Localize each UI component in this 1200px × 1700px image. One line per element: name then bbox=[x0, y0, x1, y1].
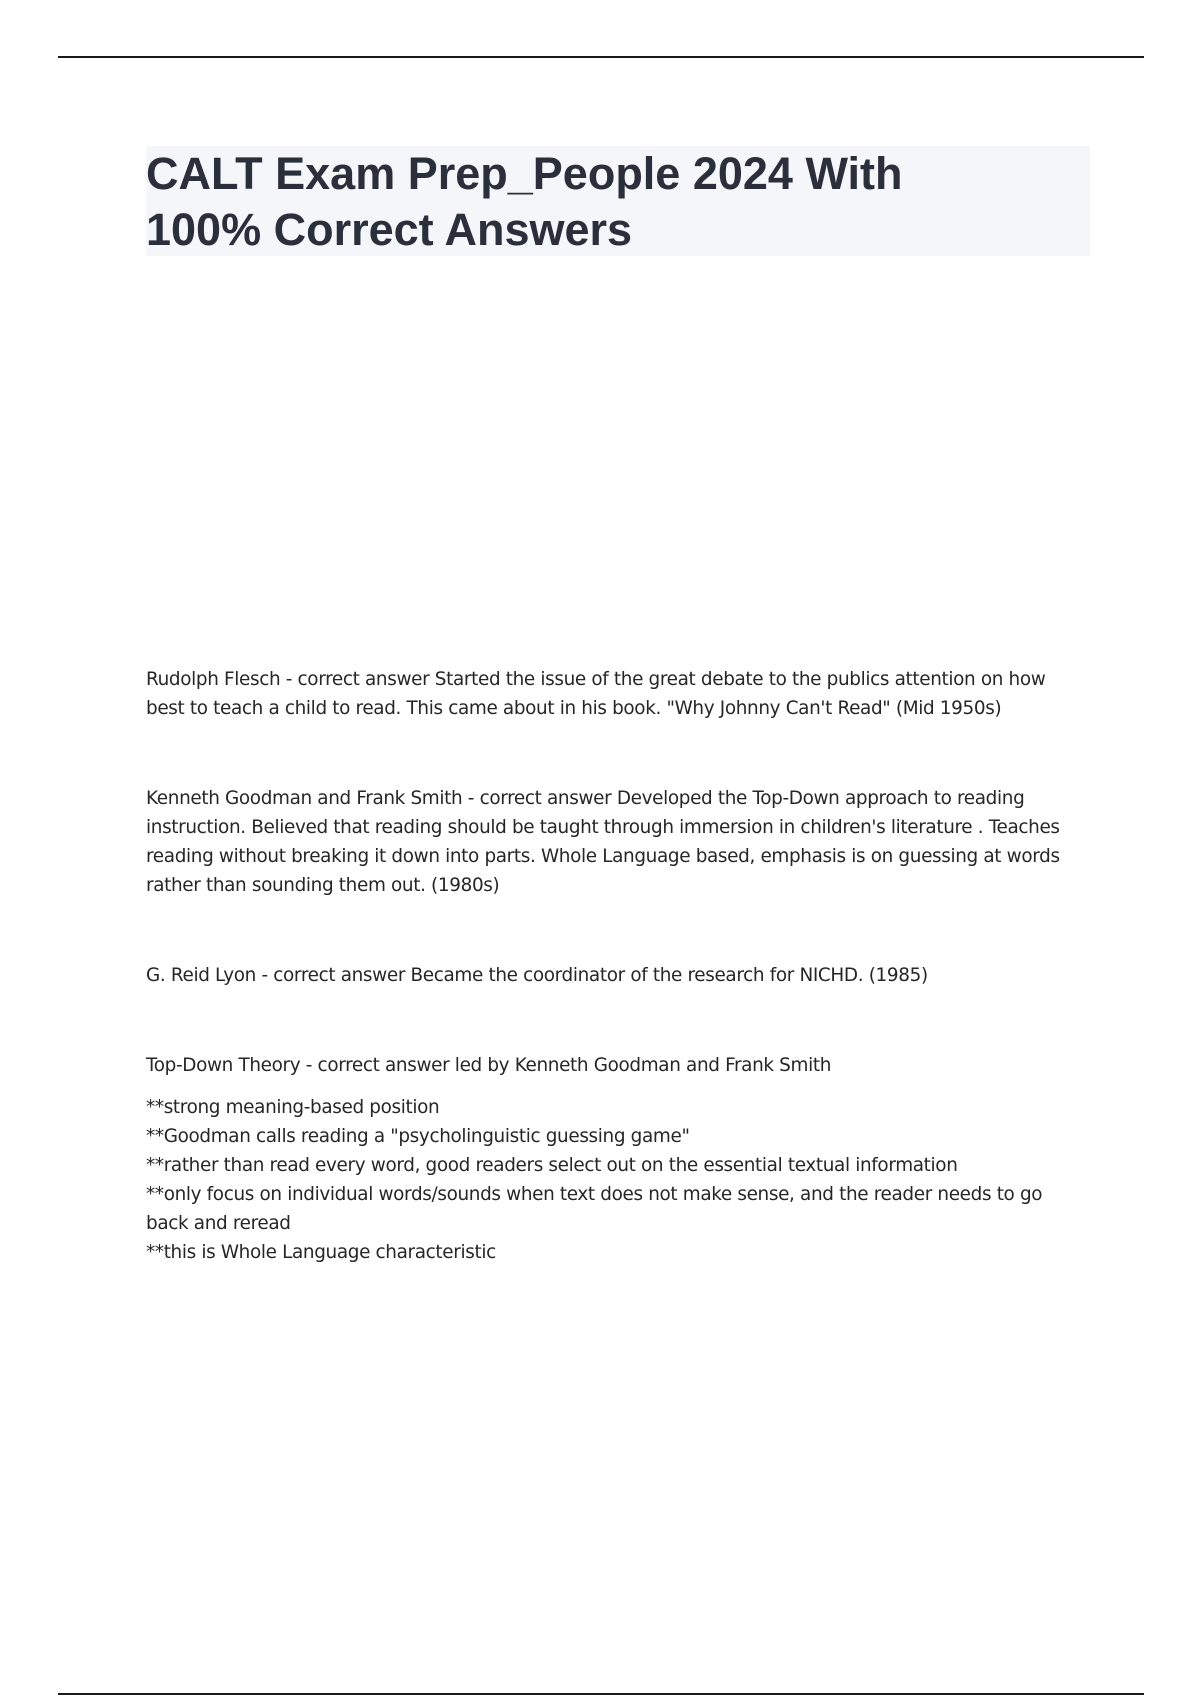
entry-goodman-smith bbox=[146, 784, 1082, 900]
document-title: CALT Exam Prep_People 2024 With 100% Correct Answers bbox=[146, 148, 903, 255]
document-body bbox=[146, 665, 1082, 1267]
bullet-item: **Goodman calls reading a "psycholinguistic guessing game" bbox=[146, 1126, 690, 1147]
bullet-item: **this is Whole Language characteristic bbox=[146, 1242, 496, 1263]
bottom-page-rule bbox=[58, 1693, 1144, 1695]
bullet-item: **strong meaning-based position bbox=[146, 1097, 440, 1118]
bullet-list bbox=[146, 1093, 1082, 1267]
entry-top-down-theory bbox=[146, 1051, 1082, 1267]
entry-text: Rudolph Flesch - correct answer Started the issue of the great debate to the publics attention on how best to teach a child to read. This came about in his book. "Why Johnny Can't Read" (Mid 1950s) bbox=[146, 669, 1046, 719]
title-banner bbox=[146, 146, 1090, 256]
entry-text: G. Reid Lyon - correct answer Became the coordinator of the research for NICHD. (1985) bbox=[146, 965, 928, 986]
bullet-item: **only focus on individual words/sounds when text does not make sense, and the reader needs to go back and reread bbox=[146, 1184, 1043, 1234]
entry-text: Top-Down Theory - correct answer led by Kenneth Goodman and Frank Smith bbox=[146, 1055, 832, 1076]
entry-text: Kenneth Goodman and Frank Smith - correct answer Developed the Top-Down approach to reading instruction. Believed that reading should be taught through immersion in children's literature . Teaches reading without breaking it down into parts. Whole Language based, emphasis is on guessing at words rather than sounding them out. (1980s) bbox=[146, 788, 1060, 896]
bullet-item: **rather than read every word, good readers select out on the essential textual information bbox=[146, 1155, 958, 1176]
entry-rudolph-flesch bbox=[146, 665, 1082, 723]
entry-reid-lyon bbox=[146, 961, 1082, 990]
top-page-rule bbox=[58, 56, 1144, 58]
